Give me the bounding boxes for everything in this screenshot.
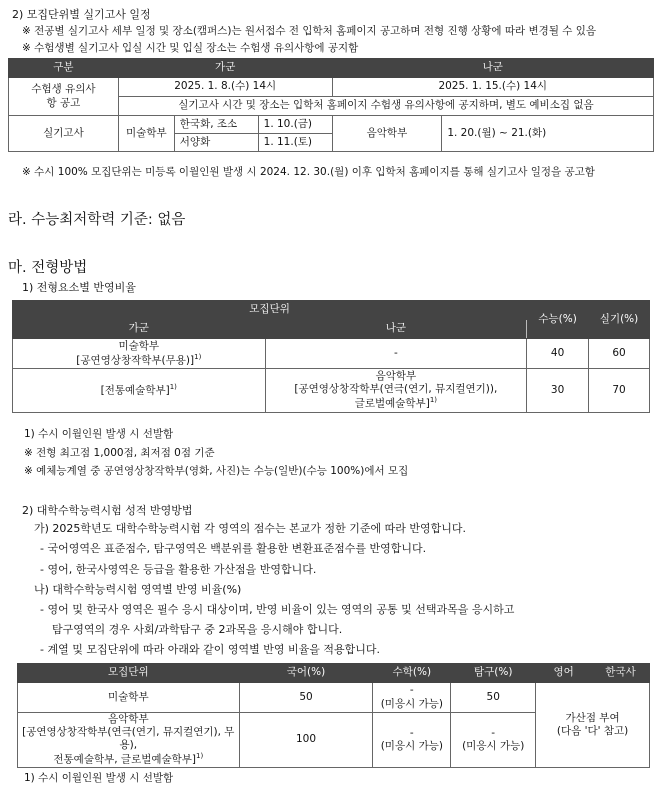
unit-line: [공연영상창작학부(연극(연기, 뮤지컬연기), 무용), [22,726,235,752]
subsection-heading: 2) 대학수학능력시험 성적 반영방법 [22,504,193,517]
silgi-value: 60 [589,339,650,369]
note: ※ 전형 최고점 1,000점, 최저점 0점 기준 [24,447,215,459]
ga-unit: [전통예술학부]$^{1)}$ [13,369,266,413]
bullet: - 계열 및 모집단위에 따라 아래와 같이 영역별 반영 비율을 적용합니다. [40,643,380,656]
exam-label: 실기고사 [9,116,119,152]
header-na: 나군 [265,320,527,339]
unit-line: 음악학부 [375,370,417,383]
bonus-cell [536,683,650,768]
header-ga: 가군 [13,320,266,339]
silgi-value: 70 [589,369,650,413]
unit-cell: 미술학부 [18,683,240,713]
header-history: 한국사 [592,664,650,683]
header-math: 수학(%) [373,664,451,683]
dash: - [409,684,414,697]
bullet: - 영어 및 한국사 영역은 필수 응시 대상이며, 반영 비율이 있는 영역의 공통 및 선택과목을 응시하고 [40,603,515,616]
unit-line: [공연영상창작학부(연극(연기, 뮤지컬연기)), [294,383,498,396]
na-notice-date: 2025. 1. 15.(수) 14시 [332,78,653,97]
unit-line: [공연영상창작학부(무용)]$^{1)}$ [76,352,202,367]
section-title: 마. 전형방법 [8,260,88,276]
notice-common: 실기고사 시간 및 장소는 입학처 홈페이지 수험생 유의사항에 공지하며, 별도 예비소집 없음 [118,97,653,116]
ga-unit [13,339,266,369]
korean-value: 100 [239,713,373,768]
bullet: - 영어, 한국사영역은 등급을 활용한 가산점을 반영합니다. [40,563,317,576]
bonus-line: 가산점 부여 [565,711,620,724]
subsection-heading: 1) 전형요소별 반영비율 [22,281,136,294]
header-unit: 모집단위 [18,664,240,683]
ga-major: 서양화 [174,134,258,152]
header-english: 영어 [536,664,592,683]
na-date: 1. 20.(월) ~ 21.(화) [442,116,654,152]
note: ※ 예체능계열 중 공연영상창작학부(영화, 사진)는 수능(일반)(수능 100%)에서 모집 [24,465,409,477]
note: (미응시 가능) [380,740,443,752]
header-ga: 가군 [118,59,332,78]
note: ※ 수시 100% 모집단위는 미등록 이월인원 발생 시 2024. 12. 30.(월) 이후 입학처 홈페이지를 통해 실기고사 일정을 공고함 [22,166,595,178]
unit-cell [18,713,240,768]
ga-date: 1. 10.(금) [258,116,332,134]
header-korean: 국어(%) [239,664,373,683]
math-value [373,713,451,768]
section-title: 라. 수능최저학력 기준: 없음 [8,212,186,228]
ratio-table [12,300,650,413]
header-unit: 모집단위 [13,301,527,320]
dash: - [409,726,414,739]
header-suneung: 수능(%) [527,301,589,339]
na-dept: 음악학부 [332,116,442,152]
section-heading: 2) 모집단위별 실기고사 일정 [12,8,151,21]
header-inquiry: 탐구(%) [451,664,536,683]
notice-label: 수험생 유의사항 공고 [9,78,119,116]
note: ※ 수험생별 실기고사 입실 시간 및 입실 장소는 수험생 유의사항에 공지함 [22,42,359,54]
note: (미응시 가능) [462,740,525,752]
na-unit [265,369,527,413]
header-na: 나군 [332,59,653,78]
unit-line: 글로벌예술학부]$^{1)}$ [354,396,437,410]
na-unit: - [265,339,527,369]
unit-line: 음악학부 [108,713,149,725]
header-division: 구분 [9,59,119,78]
ga-dept: 미술학부 [118,116,174,152]
suneung-value: 40 [527,339,589,369]
bullet: - 국어영역은 표준점수, 탐구영역은 백분위를 활용한 변환표준점수를 반영합니다. [40,542,427,555]
note: (미응시 가능) [380,697,443,710]
inquiry-value [451,713,536,768]
bullet-continued: 탐구영역의 경우 사회/과학탐구 중 2과목을 응시해야 합니다. [52,623,343,636]
dash: - [491,726,496,739]
korean-value: 50 [239,683,373,713]
ga-notice-date: 2025. 1. 8.(수) 14시 [118,78,332,97]
ga-major: 한국화, 조소 [174,116,258,134]
suneung-value: 30 [527,369,589,413]
schedule-table [8,58,654,152]
header-silgi: 실기(%) [589,301,650,339]
bonus-line: (다음 '다' 참고) [556,725,629,737]
ga-date: 1. 11.(토) [258,134,332,152]
math-value [373,683,451,713]
footnote: 1) 수시 이월인원 발생 시 선발함 [24,772,174,784]
paragraph: 나) 대학수학능력시험 영역별 반영 비율(%) [34,583,242,596]
note: ※ 전공별 실기고사 세부 일정 및 장소(캠퍼스)는 원서접수 전 입학처 홈페이지 공고하며 전형 진행 상황에 따라 변경될 수 있음 [22,25,597,37]
unit-line: 전통예술학부, 글로벌예술학부]$^{1)}$ [53,752,204,766]
footnote: 1) 수시 이월인원 발생 시 선발함 [24,428,174,440]
paragraph: 가) 2025학년도 대학수학능력시험 각 영역의 점수는 본교가 정한 기준에 따라 반영합니다. [34,522,467,535]
area-ratio-table [17,663,650,768]
inquiry-value: 50 [451,683,536,713]
unit-line: 미술학부 [118,339,160,352]
